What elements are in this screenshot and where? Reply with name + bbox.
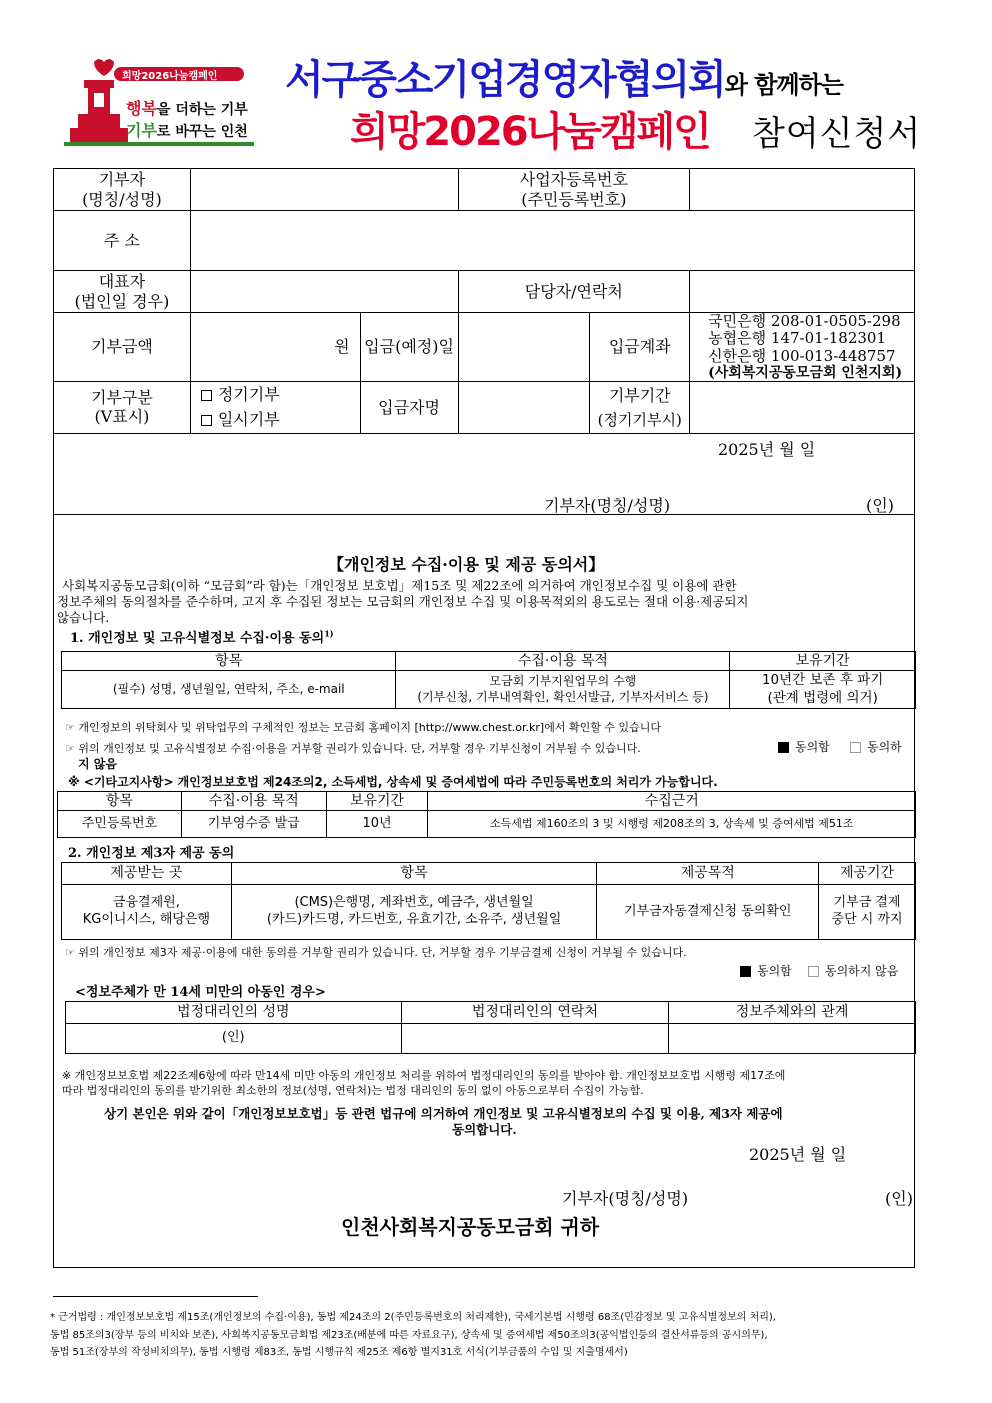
depositor-input[interactable]	[458, 381, 590, 433]
logo-banner: 희망2026나눔캠페인	[122, 71, 218, 82]
amount-unit: 원	[334, 337, 350, 357]
type-options	[190, 381, 360, 433]
note3: ☞ 위의 개인정보 제3자 제공·이용에 대한 동의를 거부할 권리가 있습니다. 단, 거부할 경우 기부금결제 신청이 거부될 수 있습니다.	[65, 946, 687, 959]
t2-header-item: 항목	[58, 792, 182, 811]
t2-header-basis: 수집근거	[428, 792, 916, 811]
guardian-relation-input[interactable]	[669, 1024, 916, 1054]
title-line3: 참여신청서	[752, 114, 922, 154]
address-label: 주 소	[54, 211, 191, 271]
final-statement-2: 동의합니다.	[452, 1122, 517, 1137]
t2-purpose: 기부영수증 발급	[181, 811, 326, 838]
signer-label-1: 기부자(명칭/성명)	[544, 496, 671, 515]
collection-table	[61, 651, 916, 709]
t1-header-purpose: 수집·이용 목적	[396, 652, 730, 671]
disagree-option-2[interactable]: 동의하지 않음	[808, 962, 898, 979]
account-shinhan: 신한은행 100-013-448757	[708, 346, 896, 365]
t3-header-period: 제공기간	[819, 863, 916, 885]
bizno-label: 사업자등록번호 (주민등록번호)	[458, 169, 690, 211]
t1-item: (필수) 성명, 생년월일, 연락처, 주소, e-mail	[62, 671, 396, 709]
consent-intro-3: 않습니다.	[57, 610, 110, 625]
note1: ☞ 개인정보의 위탁회사 및 위탁업무의 구체적인 정보는 모금회 홈페이지 [http://www.chest.or.kr]에서 확인할 수 있습니다	[65, 721, 661, 734]
rep-input[interactable]	[190, 271, 458, 313]
t1-header-item: 항목	[62, 652, 396, 671]
guardian-contact-input[interactable]	[401, 1024, 669, 1054]
t3-recipient: 금융결제원, KG이니시스, 해당은행	[62, 885, 232, 940]
t2-period: 10년	[326, 811, 428, 838]
footnote-2: 동법 85조의3(장부 등의 비치와 보존), 사회복지공동모금회법 제23조(배분에 따른 자료요구), 상속세 및 증여세법 제50조의3(공익법인등의 결산서류등의 공시의무),	[50, 1330, 768, 1341]
disagree-wrap: 지 않음	[78, 757, 117, 771]
consent-intro-1: 사회복지공동모금회(이하 “모금회”라 함)는「개인정보 보호법」제15조 및 제22조에 의거하여 개인정보수집 및 이용에 관한	[62, 578, 737, 593]
deposit-date-label: 입금(예정)일	[360, 313, 458, 382]
logo-line1: 행복을 더하는 기부	[126, 99, 248, 118]
section1-title: 1. 개인정보 및 고유식별정보 수집·이용 동의$^{1)}$	[70, 628, 334, 646]
period-label: 기부기간 (정기기부시)	[590, 381, 690, 433]
divider	[53, 514, 915, 515]
t2-header-purpose: 수집·이용 목적	[181, 792, 326, 811]
consent-intro-2: 정보주체의 동의절차를 준수하며, 고지 후 수집된 정보는 모금회의 개인정보 수집 및 이용목적외의 용도로는 절대 이용·제공되지	[57, 594, 749, 609]
seal-1[interactable]: (인)	[866, 496, 894, 515]
title-line2: 희망2026나눔캠페인	[350, 109, 710, 155]
t3-header-items: 항목	[231, 863, 597, 885]
disagree-checkbox-1[interactable]	[850, 742, 861, 753]
signer-label-2: 기부자(명칭/성명)	[562, 1189, 689, 1208]
footnote-1: * 근거법령 : 개인정보보호법 제15조(개인정보의 수집·이용), 동법 제24조의 2(주민등록번호의 처리제한), 국세기본법 시행령 68조(민감정보 및 고유식별정보의 처리),	[50, 1312, 776, 1323]
t3-items: (CMS)은행명, 계좌번호, 예금주, 생년월일 (카드)카드명, 카드번호, 유효기간, 소유주, 생년월일	[231, 885, 597, 940]
donor-label: 기부자 (명칭/성명)	[54, 169, 191, 211]
amount-label: 기부금액	[54, 313, 191, 382]
agree-checkbox-2[interactable]	[740, 966, 751, 977]
disagree-checkbox-2[interactable]	[808, 966, 819, 977]
minor-title: <정보주체가 만 14세 미만의 아동인 경우>	[75, 985, 326, 1000]
account-label: 입금계좌	[590, 313, 690, 382]
type-once-option[interactable]: 일시기부	[201, 410, 360, 429]
agree-checkbox-1[interactable]	[778, 742, 789, 753]
t1-period: 10년간 보존 후 파기 (관계 법령에 의거)	[730, 671, 916, 709]
t1-header-period: 보유기간	[730, 652, 916, 671]
agree-option-2[interactable]: 동의함	[740, 962, 792, 979]
account-kb: 국민은행 208-01-0505-298	[708, 312, 901, 330]
agree-option-1[interactable]: 동의함	[778, 738, 830, 755]
t2-basis: 소득세법 제160조의 3 및 시행령 제208조의 3, 상속세 및 증여세법 제51조	[428, 811, 916, 838]
section2-title: 2. 개인정보 제3자 제공 동의	[68, 846, 235, 861]
contact-input[interactable]	[690, 271, 915, 313]
final-statement-1: 상기 본인은 위와 같이「개인정보보호법」등 관련 법규에 의거하여 개인정보 및 고유식별정보의 수집 및 이용, 제3자 제공에	[104, 1106, 783, 1121]
contact-label: 담당자/연락처	[458, 271, 690, 313]
logo-line2: 기부로 바꾸는 인천	[126, 121, 248, 140]
t1-purpose: 모금회 기부지원업무의 수행 (기부신청, 기부내역확인, 확인서발급, 기부자서비스 등)	[396, 671, 730, 709]
footnote-3: 동법 51조(장부의 작성비치의무), 동법 시행령 제83조, 동법 시행규칙 제25조 제6항 별지31호 서식(기부금품의 수입 및 지출명세서)	[50, 1347, 628, 1358]
type-regular-checkbox[interactable]	[201, 390, 212, 401]
date-line-2: 2025년 월 일	[749, 1145, 847, 1164]
third-party-table	[61, 862, 916, 940]
t4-header-name: 법정대리인의 성명	[66, 1002, 402, 1024]
address-input[interactable]	[190, 211, 914, 271]
guardian-table	[65, 1001, 916, 1054]
consent-title: 【개인정보 수집·이용 및 제공 동의서】	[328, 555, 605, 574]
type-once-checkbox[interactable]	[201, 415, 212, 426]
amount-input[interactable]	[190, 313, 360, 382]
guardian-name-input[interactable]: (인)	[66, 1024, 402, 1054]
other-notice: ※ <기타고지사항> 개인정보보호법 제24조의2, 소득세법, 상속세 및 증여세법에 따라 주민등록번호의 처리가 가능합니다.	[68, 775, 718, 789]
type-label: 기부구분 (V표시)	[54, 381, 191, 433]
seal-2[interactable]: (인)	[885, 1189, 913, 1208]
depositor-label: 입금자명	[360, 381, 458, 433]
t3-header-recipient: 제공받는 곳	[62, 863, 232, 885]
footnote-divider	[53, 1296, 258, 1297]
minor-note-2: 따라 법정대리인의 동의를 받기위한 최소한의 정보(성명, 연락처)는 법정 대리인의 동의 없이 아동으로부터 수집이 가능함.	[62, 1084, 644, 1097]
account-owner: (사회복지공동모금회 인천지회)	[708, 364, 903, 381]
t4-header-contact: 법정대리인의 연락처	[401, 1002, 669, 1024]
note2: ☞ 위의 개인정보 및 고유식별정보 수집·이용을 거부할 권리가 있습니다. 단, 거부할 경우 기부신청이 거부될 수 있습니다.	[65, 742, 641, 755]
donor-input[interactable]	[190, 169, 458, 211]
t2-item: 주민등록번호	[58, 811, 182, 838]
title-line1: 서구중소기업경영자협의회와 함께하는	[285, 57, 843, 103]
bizno-input[interactable]	[690, 169, 915, 211]
t3-header-purpose: 제공목적	[597, 863, 819, 885]
campaign-logo	[64, 58, 264, 150]
account-nh: 농협은행 147-01-182301	[708, 329, 887, 348]
application-table	[53, 168, 915, 434]
t3-purpose: 기부금자동결제신청 동의확인	[597, 885, 819, 940]
date-line-1: 2025년 월 일	[718, 440, 816, 459]
addressee: 인천사회복지공동모금회 귀하	[341, 1215, 600, 1239]
type-regular-option[interactable]: 정기기부	[201, 385, 360, 404]
rep-label: 대표자 (법인일 경우)	[54, 271, 191, 313]
disagree-option-1[interactable]: 동의하	[850, 738, 902, 755]
minor-note-1: ※ 개인정보보호법 제22조제6항에 따라 만14세 미만 아동의 개인정보 처리를 위하여 법정대리인의 동의를 받아야 함. 개인정보보호법 시행령 제17조에	[62, 1069, 786, 1082]
deposit-date-input[interactable]	[458, 313, 590, 382]
period-input[interactable]	[690, 381, 915, 433]
t2-header-period: 보유기간	[326, 792, 428, 811]
t3-period: 기부금 결제 중단 시 까지	[819, 885, 916, 940]
t4-header-relation: 정보주체와의 관계	[669, 1002, 916, 1024]
resident-number-table	[57, 791, 916, 838]
account-list	[690, 313, 915, 382]
